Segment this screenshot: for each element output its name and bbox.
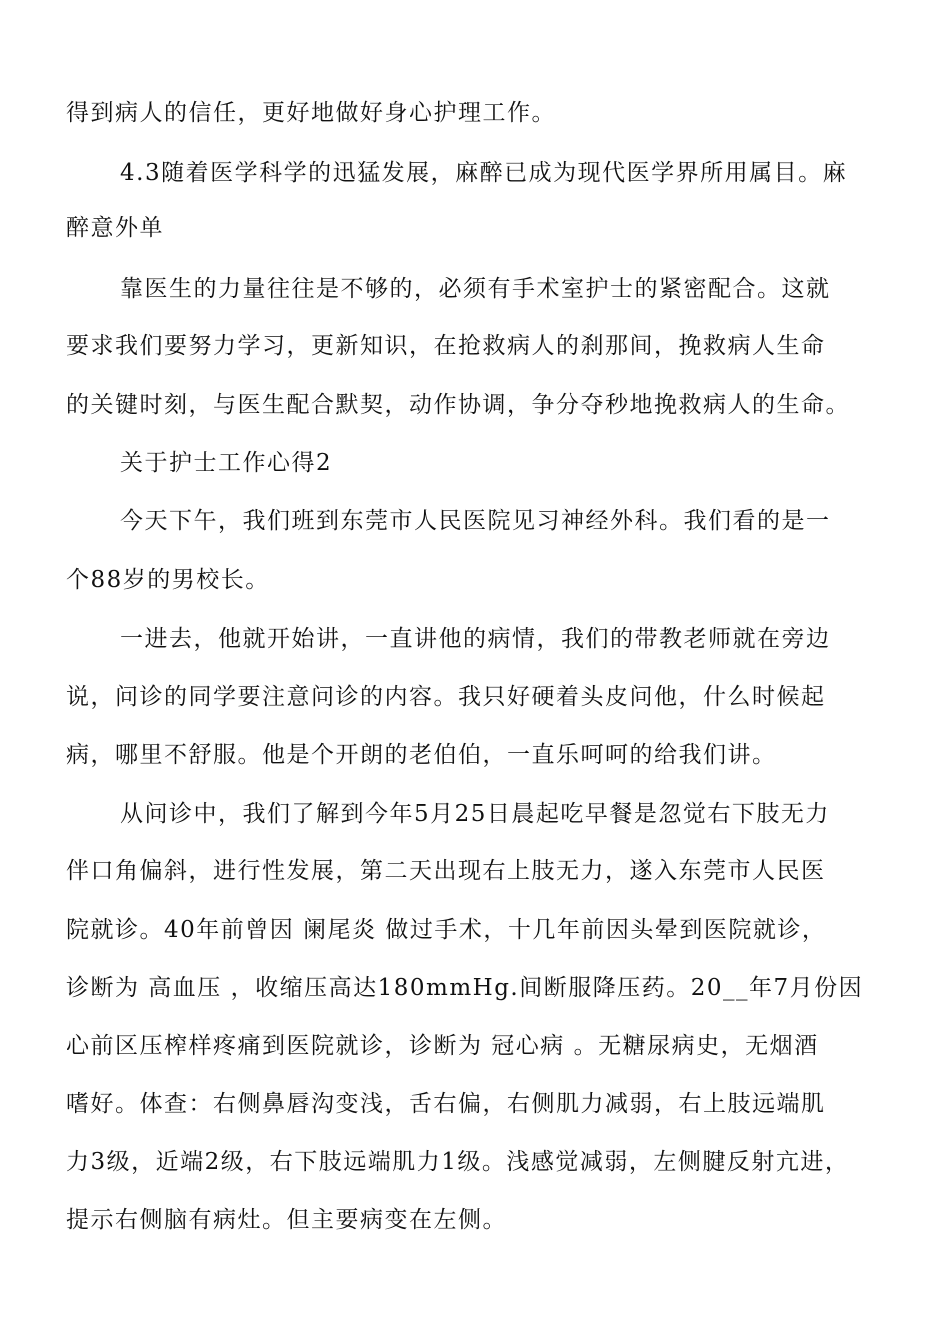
text-line: 靠医生的力量往往是不够的，必须有手术室护士的紧密配合。这就 [120,276,831,302]
text-line: 院就诊。40年前曾因 阑尾炎 做过手术，十几年前因头晕到医院就诊， [66,917,827,943]
text-line: 提示右侧脑有病灶。但主要病变在左侧。 [66,1207,507,1233]
text-line: 伴口角偏斜，进行性发展，第二天出现右上肢无力，遂入东莞市人民医 [66,858,826,884]
text-line: 要求我们要努力学习，更新知识，在抢救病人的刹那间，挽救病人生命 [66,333,826,359]
text-line: 的关键时刻，与医生配合默契，动作协调，争分夺秒地挽救病人的生命。 [66,392,850,418]
text-line: 诊断为 高血压 ，收缩压高达180mmHg.间断服降压药。20__年7月份因 [66,975,864,1001]
text-line: 嗜好。体查：右侧鼻唇沟变浅，舌右偏，右侧肌力减弱，右上肢远端肌 [66,1091,826,1117]
text-line: 个88岁的男校长。 [66,567,270,593]
text-line: 一进去，他就开始讲，一直讲他的病情，我们的带教老师就在旁边 [120,626,831,652]
text-line: 病，哪里不舒服。他是个开朗的老伯伯，一直乐呵呵的给我们讲。 [66,742,777,768]
text-line: 从问诊中，我们了解到今年5月25日晨起吃早餐是忽觉右下肢无力 [120,801,830,827]
text-line: 力3级，近端2级，右下肢远端肌力1级。浅感觉减弱，左侧腱反射亢进， [66,1149,850,1175]
text-line: 今天下午，我们班到东莞市人民医院见习神经外科。我们看的是一 [120,508,831,534]
text-line: 4.3随着医学科学的迅猛发展，麻醉已成为现代医学界所用属目。麻 [120,160,848,186]
text-line: 得到病人的信任，更好地做好身心护理工作。 [66,100,556,126]
section-heading: 关于护士工作心得2 [120,450,333,476]
text-line: 醉意外单 [66,215,164,241]
text-line: 心前区压榨样疼痛到医院就诊，诊断为 冠心病 。无糖尿病史，无烟酒 [66,1033,819,1059]
text-line: 说，问诊的同学要注意问诊的内容。我只好硬着头皮问他，什么时候起 [66,684,826,710]
